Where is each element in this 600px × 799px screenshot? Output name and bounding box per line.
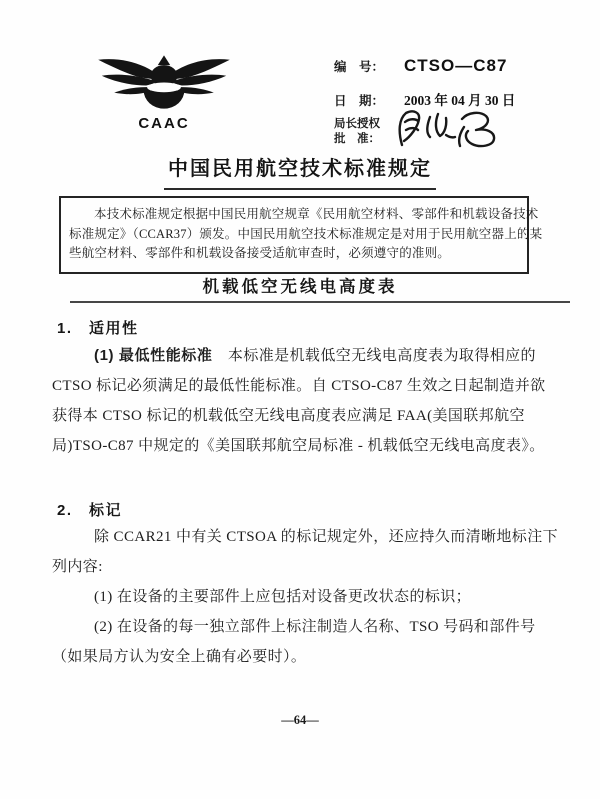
document-number-row	[334, 56, 580, 76]
caac-logo-block	[88, 50, 240, 132]
body-line: (1) 最低性能标准 本标准是机载低空无线电高度表为取得相应的	[94, 347, 536, 364]
notice-line: 些航空材料、零部件和机载设备接受适航审查时，必须遵守的准则。	[69, 246, 451, 260]
body-line: (2) 在设备的每一独立部件上标注制造人名称、TSO 号码和部件号	[94, 619, 536, 635]
body-line: （如果局方认为安全上确有必要时）。	[52, 649, 307, 665]
director-signature	[394, 107, 502, 151]
body-line: 除 CCAR21 中有关 CTSOA 的标记规定外，还应持久而清晰地标注下	[94, 529, 558, 545]
approval-label: 局长授权 批 准：	[334, 118, 380, 145]
caac-logo-caption: CAAC	[138, 115, 190, 132]
section2-heading: 2. 标记	[57, 502, 123, 519]
document-date-value: 2003 年 04 月 30 日	[404, 93, 516, 108]
page-number: —64—	[281, 713, 319, 727]
notice-line: 本技术标准规定根据中国民用航空规章《民用航空材料、零部件和机载设备技术	[94, 207, 539, 221]
body-line: 局)TSO-C87 中规定的《美国联邦航空局标准 - 机载低空无线电高度表》。	[52, 438, 545, 454]
notice-box	[59, 196, 543, 274]
minimum-performance-lead: (1) 最低性能标准	[94, 347, 213, 364]
document-title: 中国民用航空技术标准规定	[0, 152, 600, 190]
document-number-label: 编 号：	[334, 60, 385, 74]
subject-divider	[70, 301, 570, 303]
section1-heading: 1. 适用性	[57, 320, 139, 337]
body-line: CTSO 标记必须满足的最低性能标准。自 CTSO-C87 生效之日起制造并欲	[52, 378, 546, 394]
caac-wings-icon	[88, 50, 240, 114]
body-line: 列内容:	[52, 559, 103, 575]
section2-body	[52, 522, 558, 672]
document-number-value: CTSO—C87	[404, 56, 508, 75]
subject-title: 机载低空无线电高度表	[202, 278, 398, 296]
body-line: 获得本 CTSO 标记的机载低空无线电高度表应满足 FAA(美国联邦航空	[52, 408, 525, 424]
document-date-label: 日 期：	[334, 94, 385, 108]
notice-line: 标准规定》（CCAR37）颁发。中国民用航空技术标准规定是对用于民用航空器上的某	[69, 226, 543, 241]
document-date-row	[334, 89, 580, 109]
section1-body	[52, 341, 552, 461]
body-line: (1) 在设备的主要部件上应包括对设备更改状态的标识；	[94, 589, 472, 605]
header-fields	[334, 56, 580, 151]
approval-row	[334, 113, 580, 151]
